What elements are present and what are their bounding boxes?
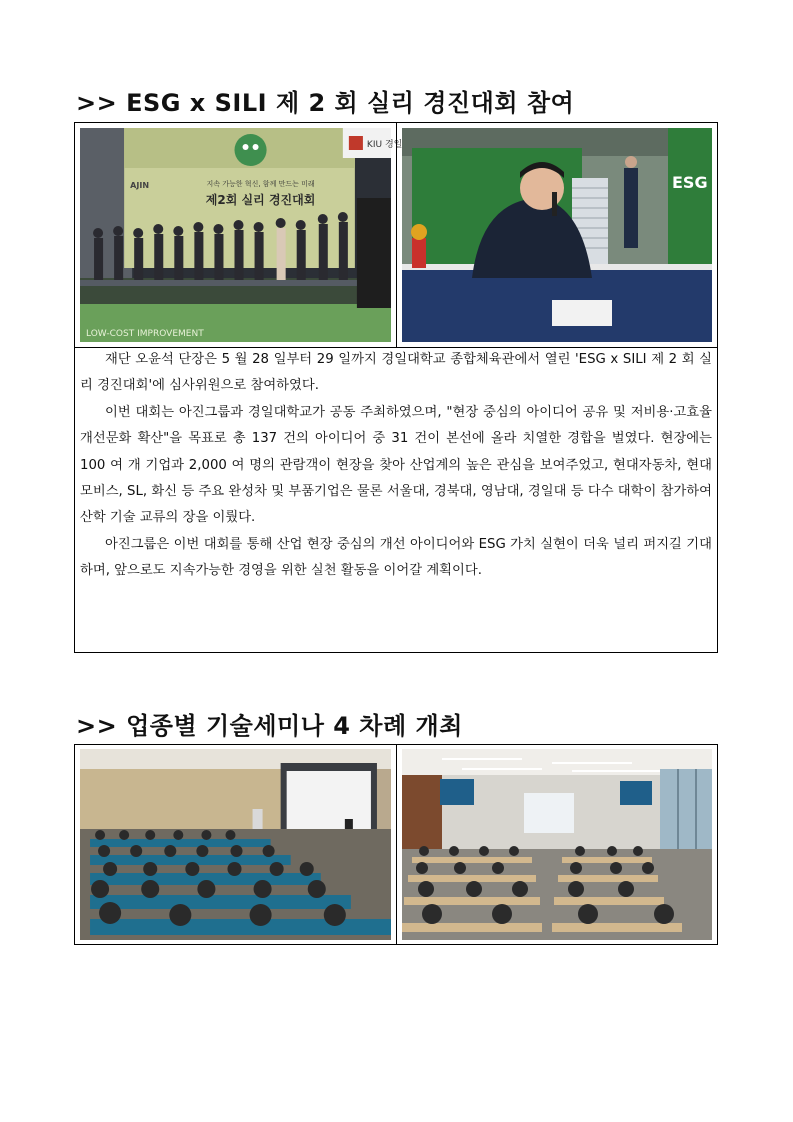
photo-cell-stage bbox=[75, 123, 403, 347]
paragraph-1: 재단 오윤석 단장은 5 월 28 일부터 29 일까지 경일대학교 종합체육관에서 열린 'ESG x SILI 제 2 회 실리 경진대회'에 심사위원으로 참여하였다. bbox=[80, 352, 712, 394]
esg-photo-row bbox=[75, 123, 717, 348]
stage-ceremony-photo bbox=[80, 128, 403, 342]
seminar-room-photo bbox=[402, 749, 712, 940]
banner-subtitle-text: 지속 가능한 혁신, 함께 만드는 미래 bbox=[206, 179, 315, 188]
paragraph-2: 이번 대회는 아진그룹과 경일대학교가 공동 주최하였으며, "현장 중심의 아이디어 공유 및 저비용·고효율 개선문화 확산"을 목표로 총 137 건의 아이디어 중 31 건이 본선에 올라 치열한 경합을 벌였다. 현장에는 100 여 개 기업과 2,000 여 명의 관람객이 현장을 찾아 산업계의 높은 관심을 보여주었고, 현대자동차, 현대모비스, SL, 화신 등 주요 완성차 및 부품기업은 물론 서울대, 경북대, 영남대, 경일대 등 다수 대학이 참가하여 산학 기술 교류의 장을 이뤘다. bbox=[80, 404, 712, 526]
paragraph-3: 아진그룹은 이번 대회를 통해 산업 현장 중심의 개선 아이디어와 ESG 가치 실현이 더욱 널리 퍼지길 기대하며, 앞으로도 지속가능한 경영을 위한 실천 활동을 이어갈 계획이다. bbox=[80, 536, 712, 579]
lecture-hall-photo bbox=[80, 749, 391, 940]
esg-article-text bbox=[75, 347, 717, 652]
stage-ceremony-illustration bbox=[80, 128, 403, 342]
right-banner-letters: ESG bbox=[672, 173, 708, 192]
esg-article-box bbox=[74, 122, 718, 653]
seminar-photo-box bbox=[74, 744, 718, 945]
banner-brand-text: KIU 경일 bbox=[366, 140, 403, 150]
section-title-seminar: >> 업종별 기술세미나 4 차례 개최 bbox=[76, 712, 463, 740]
section-title-esg: >> ESG x SILI 제 2 회 실리 경진대회 참여 bbox=[76, 89, 575, 117]
photo-cell-seminar-room bbox=[396, 745, 717, 944]
sponsor-logo-text: AJIN bbox=[130, 181, 150, 190]
floor-banner-text: LOW-COST IMPROVEMENT bbox=[86, 329, 204, 339]
photo-cell-lecture-hall bbox=[75, 745, 396, 944]
judge-photo bbox=[402, 128, 712, 342]
seminar-room-illustration bbox=[402, 749, 712, 940]
seminar-photo-row bbox=[75, 745, 717, 944]
photo-cell-judge bbox=[396, 123, 717, 347]
banner-title-text: 제2회 실리 경진대회 bbox=[205, 193, 316, 207]
lecture-hall-illustration bbox=[80, 749, 391, 940]
judge-illustration bbox=[402, 128, 712, 342]
